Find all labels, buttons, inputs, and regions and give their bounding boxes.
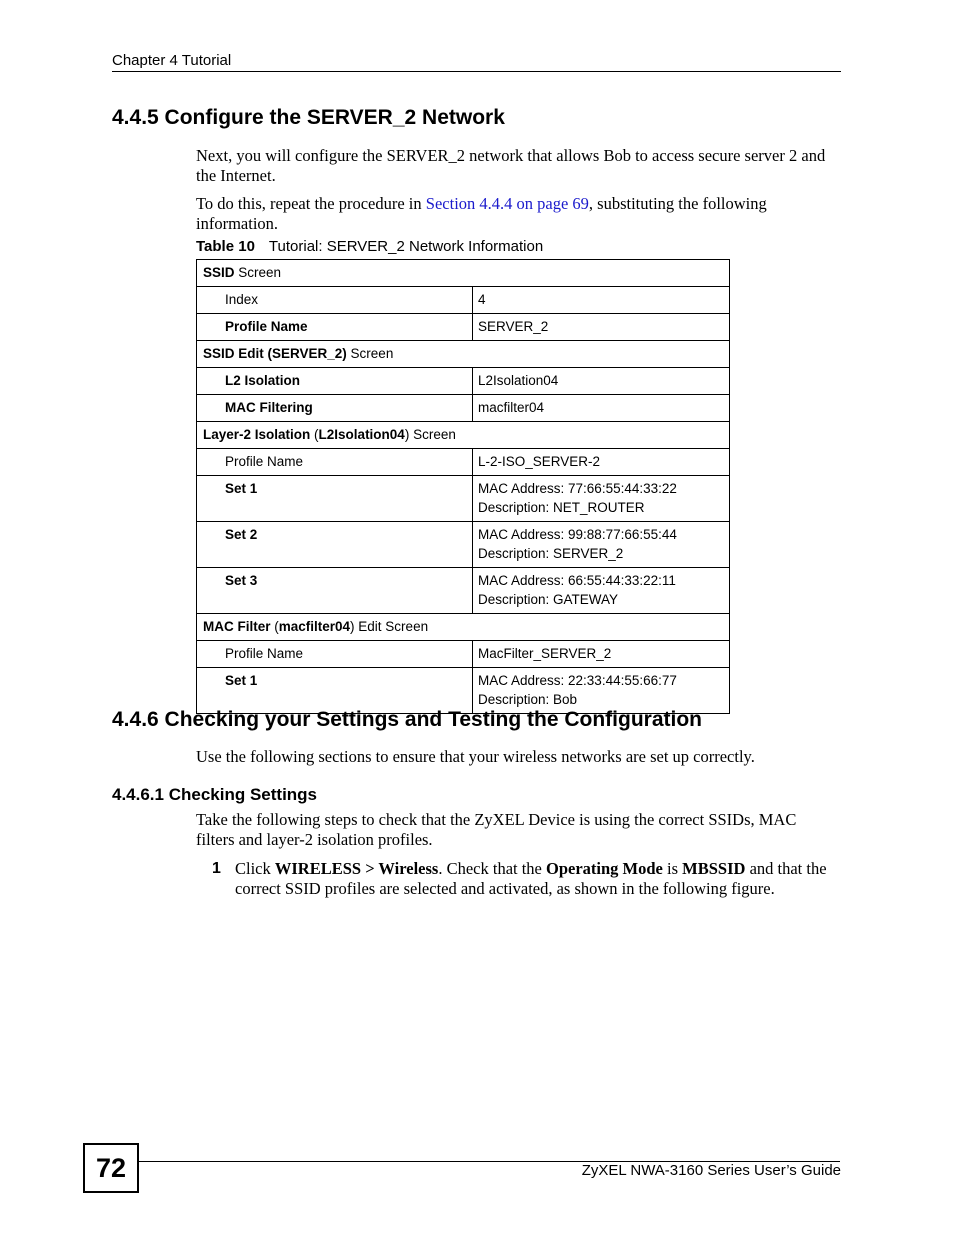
paragraph-check-steps: Take the following steps to check that the ZyXEL Device is using the correct SSIDs, MAC filters and layer-2 isolation profiles. (196, 810, 797, 849)
mf-profile-name-label: Profile Name (197, 641, 473, 668)
profile-name-label: Profile Name (197, 314, 473, 341)
set1-value: MAC Address: 77:66:55:44:33:22 Description: NET_ROUTER (473, 476, 730, 522)
section-4-4-6-heading: 4.4.6 Checking your Settings and Testing the Configuration (112, 708, 702, 731)
running-header: Chapter 4 Tutorial (112, 52, 232, 69)
table-title: Tutorial: SERVER_2 Network Information (268, 238, 544, 255)
mac-filter-section: MAC Filter (macfilter04) Edit Screen (197, 614, 730, 641)
set3-label: Set 3 (197, 568, 473, 614)
index-value: 4 (473, 287, 730, 314)
table-row (197, 641, 730, 668)
step-1-text: Click WIRELESS > Wireless. Check that the Operating Mode is MBSSID and that the correct SSID profiles are selected and activated, as shown in the following figure. (235, 859, 827, 898)
mac-filtering-value: macfilter04 (473, 395, 730, 422)
l2-profile-name-value: L-2-ISO_SERVER-2 (473, 449, 730, 476)
table-row (197, 260, 730, 287)
guide-title: ZyXEL NWA-3160 Series User’s Guide (581, 1162, 841, 1179)
l2-isolation-value: L2Isolation04 (473, 368, 730, 395)
step-number: 1 (212, 860, 221, 877)
l2-isolation-label: L2 Isolation (197, 368, 473, 395)
paragraph-use-sections: Use the following sections to ensure that your wireless networks are set up correctly. (196, 747, 755, 766)
table-caption (196, 238, 543, 255)
table-row (197, 614, 730, 641)
section-4-4-6-1-heading: 4.4.6.1 Checking Settings (112, 785, 318, 804)
paragraph-procedure (196, 194, 828, 234)
server2-network-table (196, 259, 730, 714)
set2-value: MAC Address: 99:88:77:66:55:44 Description: SERVER_2 (473, 522, 730, 568)
table-number: Table 10 (196, 238, 255, 255)
section-link[interactable]: Section 4.4.4 on page 69 (425, 194, 589, 213)
mac-filtering-label: MAC Filtering (197, 395, 473, 422)
paragraph-intro: Next, you will configure the SERVER_2 network that allows Bob to access secure server 2 and the Internet. (196, 146, 826, 185)
mf-set1-value: MAC Address: 22:33:44:55:66:77 Description: Bob (473, 668, 730, 714)
table-row (197, 568, 730, 614)
section-4-4-5-heading: 4.4.5 Configure the SERVER_2 Network (112, 106, 505, 129)
l2-profile-name-label: Profile Name (197, 449, 473, 476)
set3-value: MAC Address: 66:55:44:33:22:11 Description: GATEWAY (473, 568, 730, 614)
table-row (197, 422, 730, 449)
mf-set1-label: Set 1 (197, 668, 473, 714)
procedure-text-after: , substituting the following information. (196, 194, 767, 233)
table-row (197, 522, 730, 568)
table-row (197, 668, 730, 714)
table-row (197, 341, 730, 368)
header-rule (112, 71, 841, 72)
mf-profile-name-value: MacFilter_SERVER_2 (473, 641, 730, 668)
procedure-text-before: To do this, repeat the procedure in (196, 194, 426, 213)
page-number: 72 (83, 1143, 139, 1193)
table-row (197, 314, 730, 341)
ssid-screen-section: SSID Screen (197, 260, 730, 287)
ssid-edit-section: SSID Edit (SERVER_2) Screen (197, 341, 730, 368)
profile-name-value: SERVER_2 (473, 314, 730, 341)
table-row (197, 449, 730, 476)
layer2-isolation-section: Layer-2 Isolation (L2Isolation04) Screen (197, 422, 730, 449)
table-row (197, 368, 730, 395)
set2-label: Set 2 (197, 522, 473, 568)
table-row (197, 287, 730, 314)
index-label: Index (197, 287, 473, 314)
table-row (197, 476, 730, 522)
table-row (197, 395, 730, 422)
set1-label: Set 1 (197, 476, 473, 522)
